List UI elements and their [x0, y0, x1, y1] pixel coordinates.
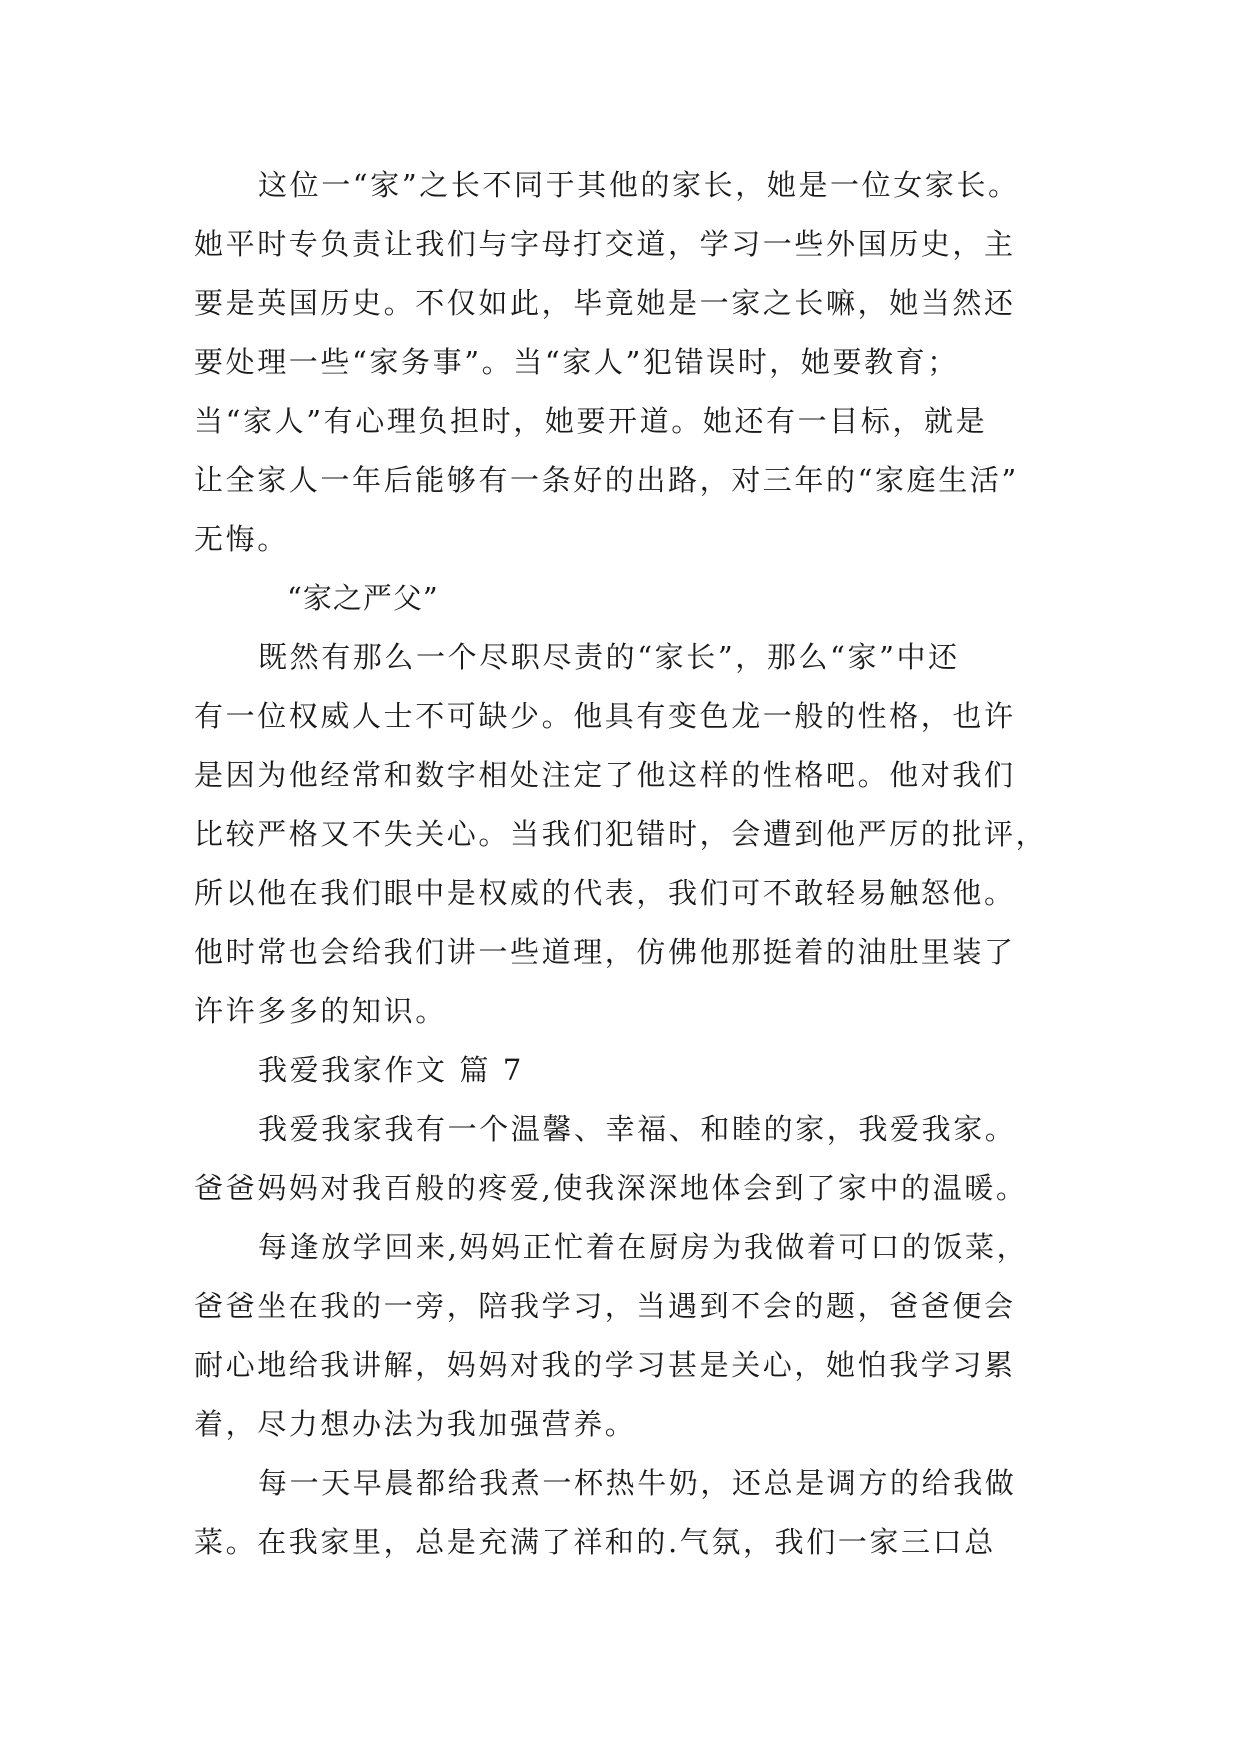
- text-line: 每一天早晨都给我煮一杯热牛奶，还总是调方的给我做: [258, 1466, 1017, 1500]
- text-line: 所以他在我们眼中是权威的代表，我们可不敢轻易触怒他。: [194, 876, 1016, 910]
- article-title: 我爱我家作文 篇 7: [258, 1053, 524, 1087]
- text-line: 菜。在我家里，总是充满了祥和的.气氛，我们一家三口总: [194, 1525, 996, 1559]
- text-line: 有一位权威人士不可缺少。他具有变色龙一般的性格，也许: [194, 699, 1016, 733]
- text-line: 要处理一些“家务事”。当“家人”犯错误时，她要教育；: [194, 345, 959, 379]
- text-line: 让全家人一年后能够有一条好的出路，对三年的“家庭生活”: [194, 463, 1019, 497]
- text-line: 是因为他经常和数字相处注定了他这样的性格吧。他对我们: [194, 758, 1016, 792]
- text-line: 要是英国历史。不仅如此，毕竟她是一家之长嘛，她当然还: [194, 286, 1016, 320]
- text-line: 既然有那么一个尽职尽责的“家长”，那么“家”中还: [258, 640, 960, 674]
- text-line: 许许多多的知识。: [194, 994, 447, 1028]
- text-line: 着，尽力想办法为我加强营养。: [194, 1407, 637, 1441]
- text-line: 无悔。: [194, 522, 289, 556]
- text-line: 爸爸妈妈对我百般的疼爱,使我深深地体会到了家中的温暖。: [194, 1171, 1028, 1205]
- text-line: 当“家人”有心理负担时，她要开道。她还有一目标，就是: [194, 404, 988, 438]
- text-line: 她平时专负责让我们与字母打交道，学习一些外国历史，主: [194, 227, 1016, 261]
- section-heading: “家之严父”: [287, 581, 439, 615]
- text-line: 这位一“家”之长不同于其他的家长，她是一位女家长。: [258, 168, 1020, 202]
- text-line: 他时常也会给我们讲一些道理，仿佛他那挺着的油肚里装了: [194, 935, 1016, 969]
- text-line: 爸爸坐在我的一旁，陪我学习，当遇到不会的题，爸爸便会: [194, 1289, 1016, 1323]
- text-line: 每逢放学回来,妈妈正忙着在厨房为我做着可口的饭菜，: [258, 1230, 1029, 1264]
- text-line: 耐心地给我讲解，妈妈对我的学习甚是关心，她怕我学习累: [194, 1348, 1016, 1382]
- text-line: 我爱我家我有一个温馨、幸福、和睦的家，我爱我家。: [258, 1112, 1017, 1146]
- text-line: 比较严格又不失关心。当我们犯错时，会遭到他严厉的批评，: [194, 817, 1048, 851]
